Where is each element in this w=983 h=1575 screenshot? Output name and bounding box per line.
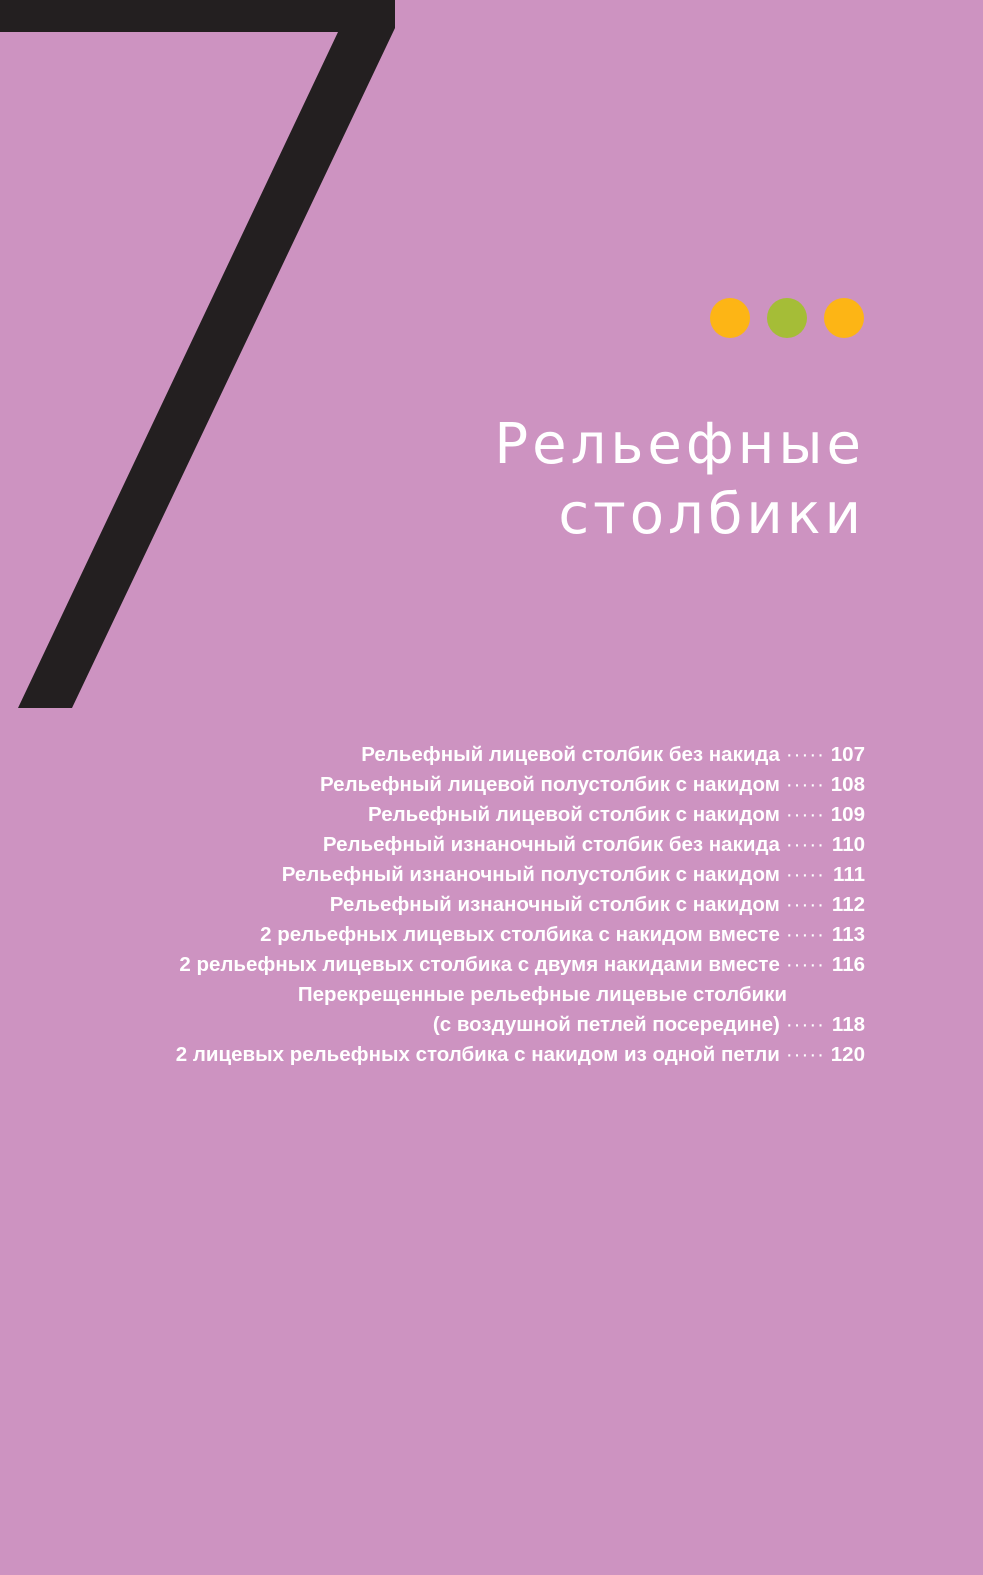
toc-leader-dots: ·····	[785, 773, 825, 796]
toc-entry[interactable]	[85, 800, 865, 830]
toc-entry[interactable]	[85, 740, 865, 770]
green-dot-icon	[767, 298, 807, 338]
toc-leader-dots: ·····	[785, 833, 825, 856]
toc-leader-dots: ·····	[785, 893, 825, 916]
numeral-seven-shape	[0, 0, 395, 708]
toc-entry-page: 112	[831, 893, 865, 916]
toc-entry[interactable]	[85, 860, 865, 890]
toc-entry-title: 2 лицевых рельефных столбика с накидом из одной петли	[175, 1043, 780, 1066]
toc-entry-page: 118	[831, 1013, 865, 1036]
toc-entry-title: 2 рельефных лицевых столбика с накидом вместе	[260, 923, 780, 946]
toc-entry-title-line-1: Перекрещенные рельефные лицевые столбики	[297, 983, 787, 1006]
toc-leader-dots: ·····	[785, 1043, 825, 1066]
toc-leader-dots: ·····	[785, 1013, 825, 1036]
toc-leader-dots: ·····	[785, 953, 825, 976]
toc-leader-dots: ·····	[785, 923, 825, 946]
toc-entry-title: Рельефный изнаночный полустолбик с накидом	[281, 863, 780, 886]
toc-entry[interactable]	[85, 920, 865, 950]
toc-entry[interactable]	[85, 980, 865, 1040]
toc-entry-title: Рельефный изнаночный столбик с накидом	[329, 893, 780, 916]
toc-entry-title: Рельефный лицевой столбик без накида	[361, 743, 780, 766]
toc-entry-title-line-2-row	[85, 1010, 865, 1040]
toc-entry-page: 108	[830, 773, 865, 796]
toc-leader-dots: ·····	[785, 803, 825, 826]
toc-entry-page: 120	[830, 1043, 865, 1066]
toc-entry-page: 116	[831, 953, 865, 976]
toc-entry-page: 109	[830, 803, 865, 826]
orange-dot-icon	[710, 298, 750, 338]
toc-entry[interactable]	[85, 950, 865, 980]
toc-entry-page: 107	[830, 743, 865, 766]
chapter-title-line-1: Рельефные	[494, 412, 865, 477]
toc-entry[interactable]	[85, 1040, 865, 1070]
toc-entry-title: Рельефный лицевой столбик с накидом	[368, 803, 780, 826]
toc-entry[interactable]	[85, 890, 865, 920]
toc-leader-dots: ·····	[785, 743, 825, 766]
toc-leader-dots: ·····	[785, 863, 825, 886]
chapter-title-line-2: столбики	[558, 482, 865, 547]
toc-entry-title: Рельефный лицевой полустолбик с накидом	[320, 773, 780, 796]
chapter-title	[265, 410, 865, 550]
toc-entry-page: 111	[833, 863, 865, 886]
decorative-dots	[710, 298, 870, 340]
toc-entry-title: (с воздушной петлей посередине)	[432, 1013, 780, 1036]
toc-entry[interactable]	[85, 770, 865, 800]
orange-dot-icon	[824, 298, 864, 338]
toc-entry-title: 2 рельефных лицевых столбика с двумя накидами вместе	[179, 953, 780, 976]
toc-entry-page: 113	[831, 923, 865, 946]
chapter-number-seven	[0, 0, 400, 712]
table-of-contents	[85, 740, 865, 1070]
toc-entry-title: Рельефный изнаночный столбик без накида	[322, 833, 780, 856]
toc-entry[interactable]	[85, 830, 865, 860]
toc-entry-page: 110	[831, 833, 865, 856]
